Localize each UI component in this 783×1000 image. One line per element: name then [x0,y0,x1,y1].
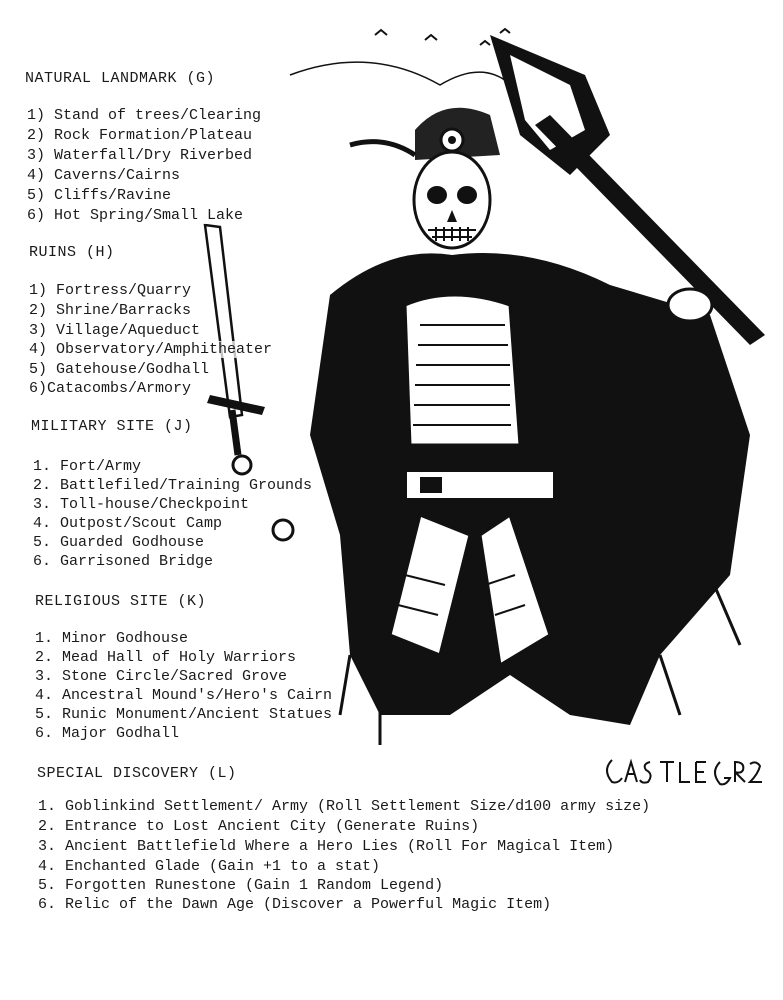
list-item: 5. Forgotten Runestone (Gain 1 Random Legend) [38,877,444,894]
list-item: 5. Guarded Godhouse [33,534,205,551]
artist-signature [600,752,770,792]
list-item: 1. Goblinkind Settlement/ Army (Roll Settlement Size/d100 army size) [38,798,651,815]
list-item: 6) Hot Spring/Small Lake [27,207,244,224]
list-item: 5) Cliffs/Ravine [27,187,172,204]
list-item: 6. Major Godhall [35,725,180,742]
list-item: 3) Waterfall/Dry Riverbed [27,147,253,164]
list-item: 1. Fort/Army [33,458,142,475]
list-item: 2. Entrance to Lost Ancient City (Generate Ruins) [38,818,480,835]
list-item: 3) Village/Aqueduct [29,322,201,339]
section-heading-religious-site: RELIGIOUS SITE (K) [35,593,207,610]
list-item: 3. Stone Circle/Sacred Grove [35,668,288,685]
list-item: 1) Stand of trees/Clearing [27,107,262,124]
list-item: 3. Ancient Battlefield Where a Hero Lies (Roll For Magical Item) [38,838,615,855]
list-item: 4. Ancestral Mound's/Hero's Cairn [35,687,333,704]
list-item: 5) Gatehouse/Godhall [29,361,210,378]
list-item: 4. Outpost/Scout Camp [33,515,223,532]
section-heading-natural-landmark: NATURAL LANDMARK (G) [25,70,216,87]
section-heading-military-site: MILITARY SITE (J) [31,418,193,435]
list-item: 3. Toll-house/Checkpoint [33,496,250,513]
list-item: 4. Enchanted Glade (Gain +1 to a stat) [38,858,381,875]
list-item: 6. Relic of the Dawn Age (Discover a Powerful Magic Item) [38,896,552,913]
list-item: 2) Shrine/Barracks [29,302,192,319]
list-item: 6)Catacombs/Armory [29,380,192,397]
list-item: 2. Battlefiled/Training Grounds [33,477,313,494]
section-heading-special-discovery: SPECIAL DISCOVERY (L) [37,765,237,782]
list-item: 4) Observatory/Amphitheater [29,341,273,358]
list-item: 2) Rock Formation/Plateau [27,127,253,144]
section-heading-ruins: RUINS (H) [29,244,115,261]
list-item: 2. Mead Hall of Holy Warriors [35,649,297,666]
list-item: 6. Garrisoned Bridge [33,553,214,570]
list-item: 1) Fortress/Quarry [29,282,192,299]
list-item: 5. Runic Monument/Ancient Statues [35,706,333,723]
list-item: 4) Caverns/Cairns [27,167,181,184]
list-item: 1. Minor Godhouse [35,630,189,647]
